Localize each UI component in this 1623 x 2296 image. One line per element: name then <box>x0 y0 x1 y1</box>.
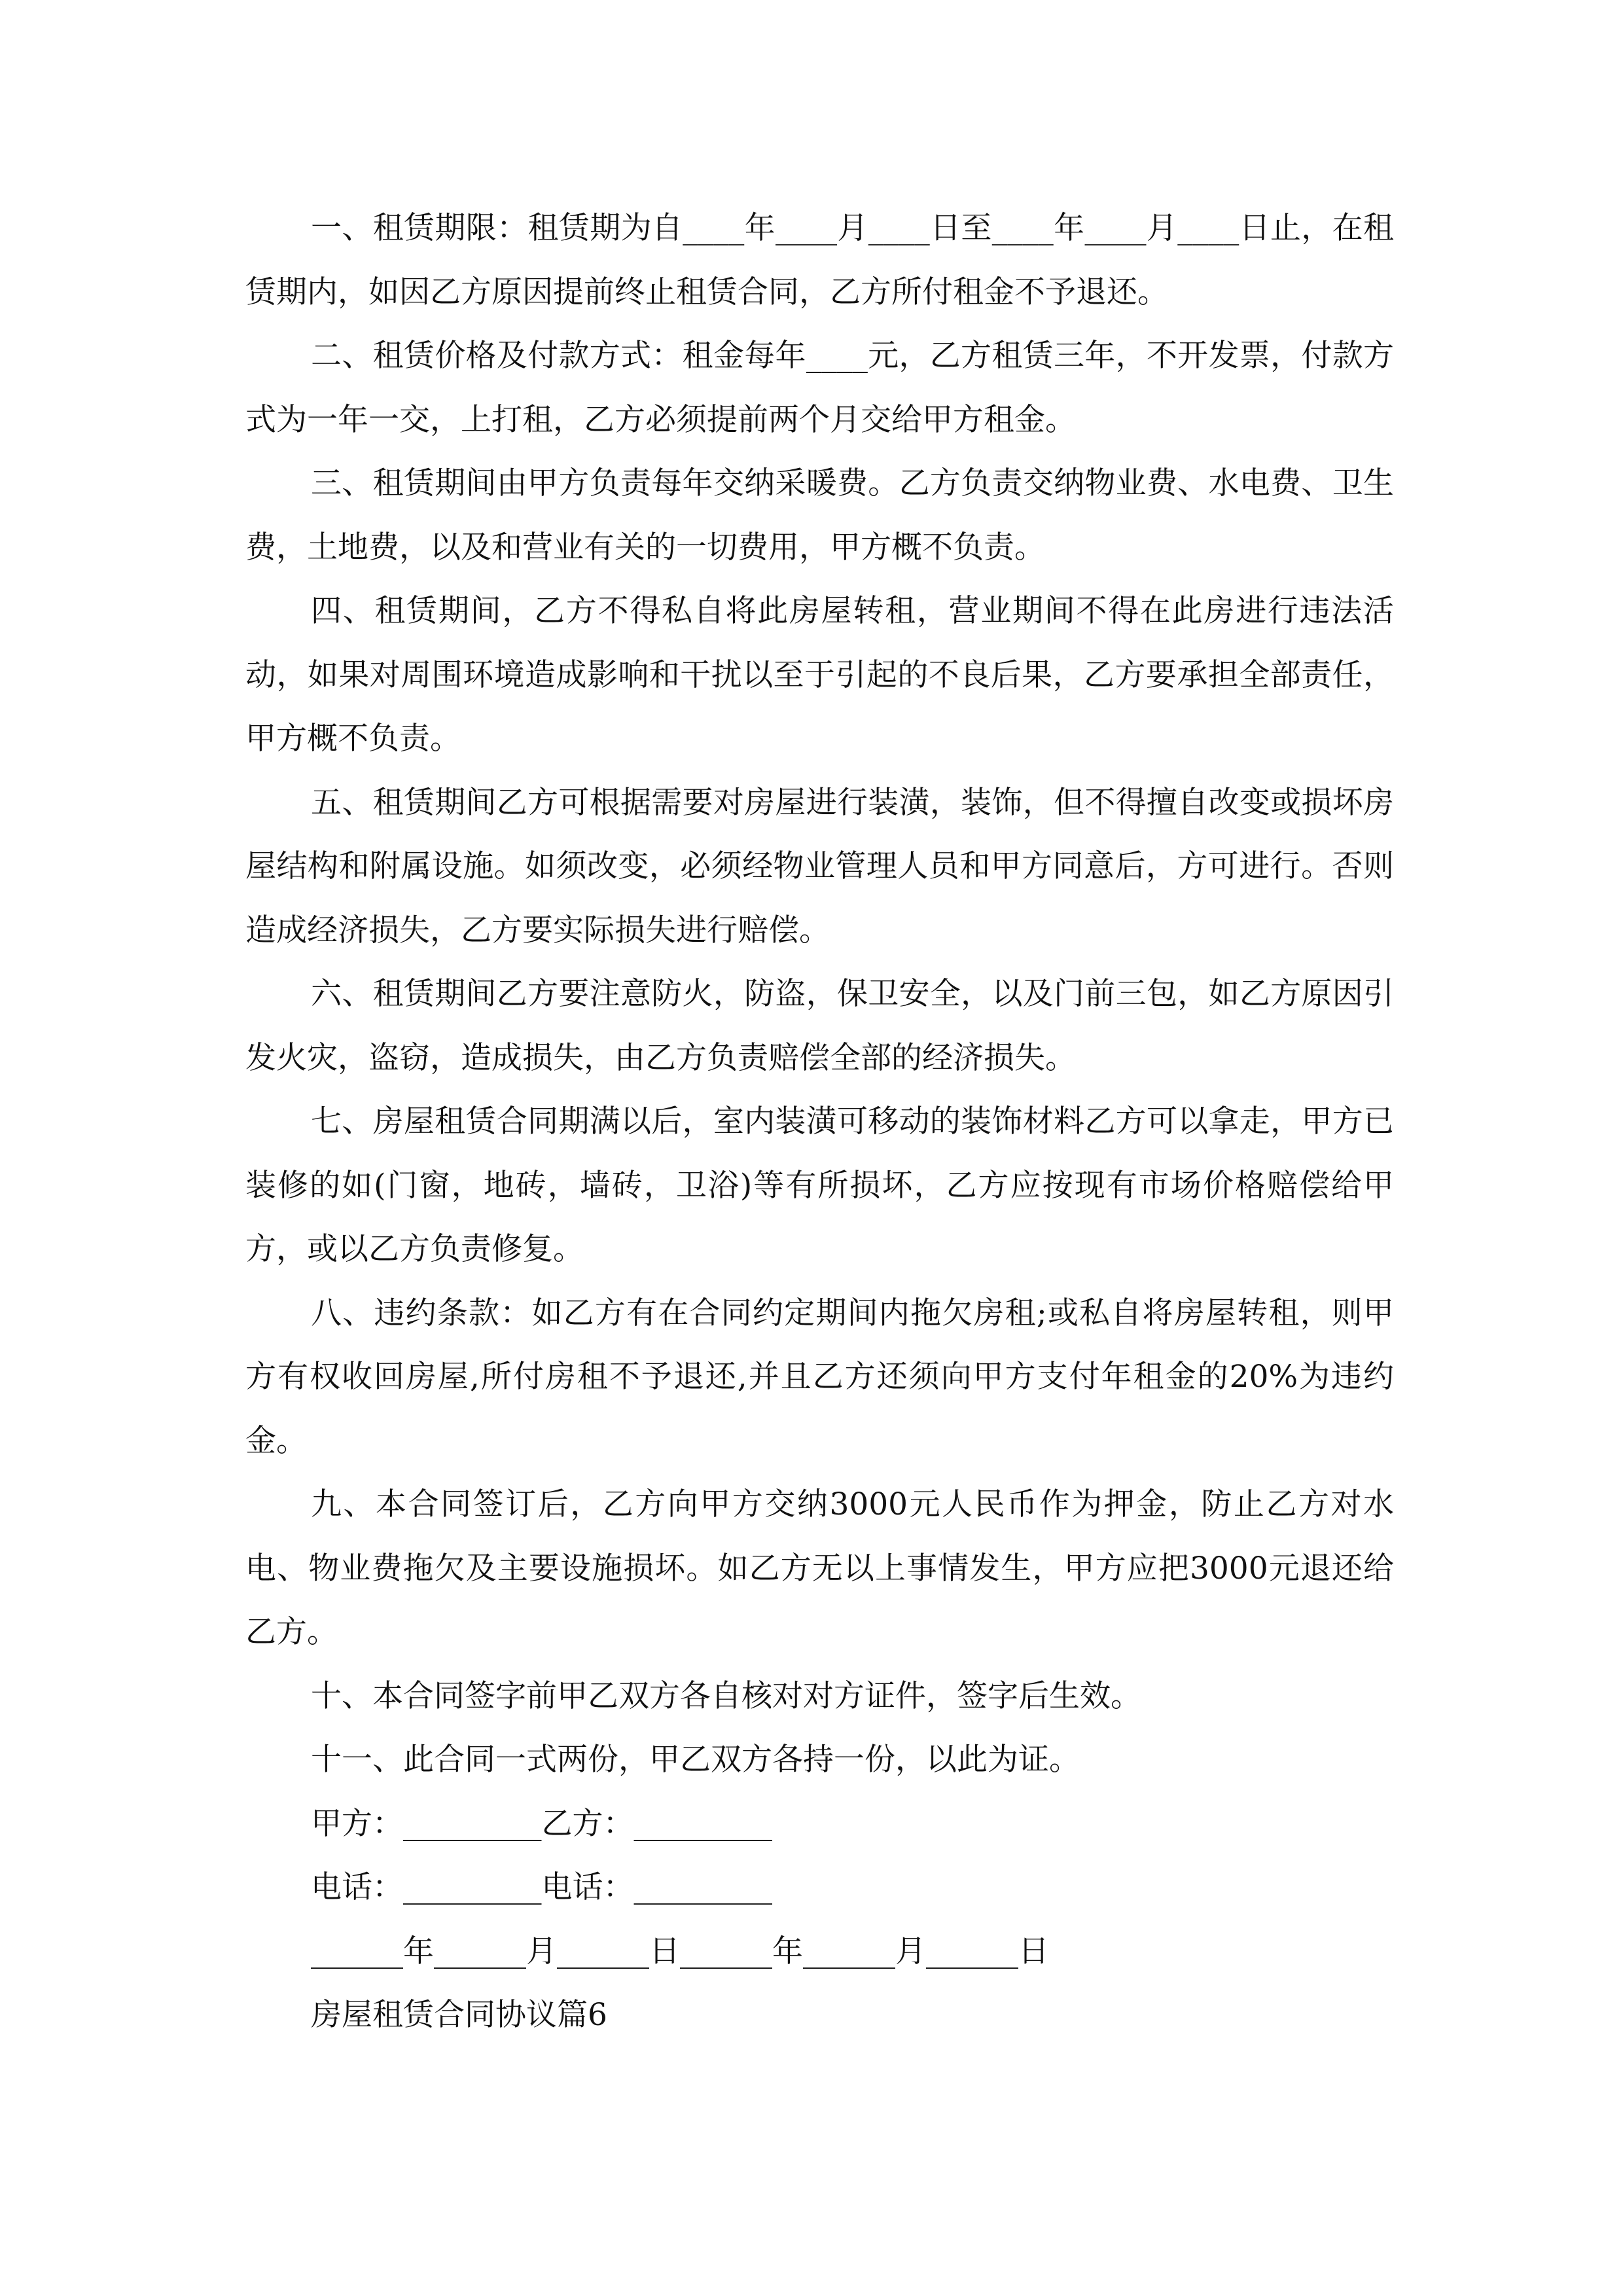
clause-6: 六、租赁期间乙方要注意防火，防盗，保卫安全，以及门前三包，如乙方原因引发火灾，盗窃，造成损失，由乙方负责赔偿全部的经济损失。 <box>245 976 1394 1076</box>
next-section-title: 房屋租赁合同协议篇6 <box>311 1997 607 2033</box>
clause-3: 三、租赁期间由甲方负责每年交纳采暖费。乙方负责交纳物业费、水电费、卫生费，土地费，以及和营业有关的一切费用，甲方概不负责。 <box>245 465 1394 565</box>
clause-1: 一、租赁期限：租赁期为自____年____月____日至____年____月____日止，在租赁期内，如因乙方原因提前终止租赁合同，乙方所付租金不予退还。 <box>245 210 1394 310</box>
signature-date-line: ______年______月______日______年______月______日 <box>311 1933 1049 1969</box>
clause-4: 四、租赁期间，乙方不得私自将此房屋转租，营业期间不得在此房进行违法活动，如果对周围环境造成影响和干扰以至于引起的不良后果，乙方要承担全部责任，甲方概不负责。 <box>245 593 1394 757</box>
clause-9: 九、本合同签订后，乙方向甲方交纳3000元人民币作为押金，防止乙方对水电、物业费拖欠及主要设施损坏。如乙方无以上事情发生，甲方应把3000元退还给乙方。 <box>245 1486 1394 1650</box>
signature-phone-line: 电话：_________电话：_________ <box>311 1869 772 1905</box>
signature-party-line: 甲方：_________乙方：_________ <box>311 1805 772 1842</box>
clause-8: 八、违约条款：如乙方有在合同约定期间内拖欠房租;或私自将房屋转租，则甲方有权收回房屋,所付房租不予退还,并且乙方还须向甲方支付年租金的20%为违约金。 <box>245 1295 1394 1459</box>
clause-10: 十、本合同签字前甲乙双方各自核对对方证件，签字后生效。 <box>311 1677 1141 1714</box>
clause-11: 十一、此合同一式两份，甲乙双方各持一份，以此为证。 <box>311 1742 1080 1778</box>
clause-7: 七、房屋租赁合同期满以后，室内装潢可移动的装饰材料乙方可以拿走，甲方已装修的如(门窗，地砖，墙砖，卫浴)等有所损坏，乙方应按现有市场价格赔偿给甲方，或以乙方负责修复。 <box>245 1103 1394 1267</box>
clause-2: 二、租赁价格及付款方式：租金每年____元，乙方租赁三年，不开发票，付款方式为一年一交，上打租，乙方必须提前两个月交给甲方租金。 <box>245 338 1394 438</box>
clause-5: 五、租赁期间乙方可根据需要对房屋进行装潢，装饰，但不得擅自改变或损坏房屋结构和附属设施。如须改变，必须经物业管理人员和甲方同意后，方可进行。否则造成经济损失，乙方要实际损失进行赔偿。 <box>245 784 1394 948</box>
contract-page <box>245 196 1394 2047</box>
